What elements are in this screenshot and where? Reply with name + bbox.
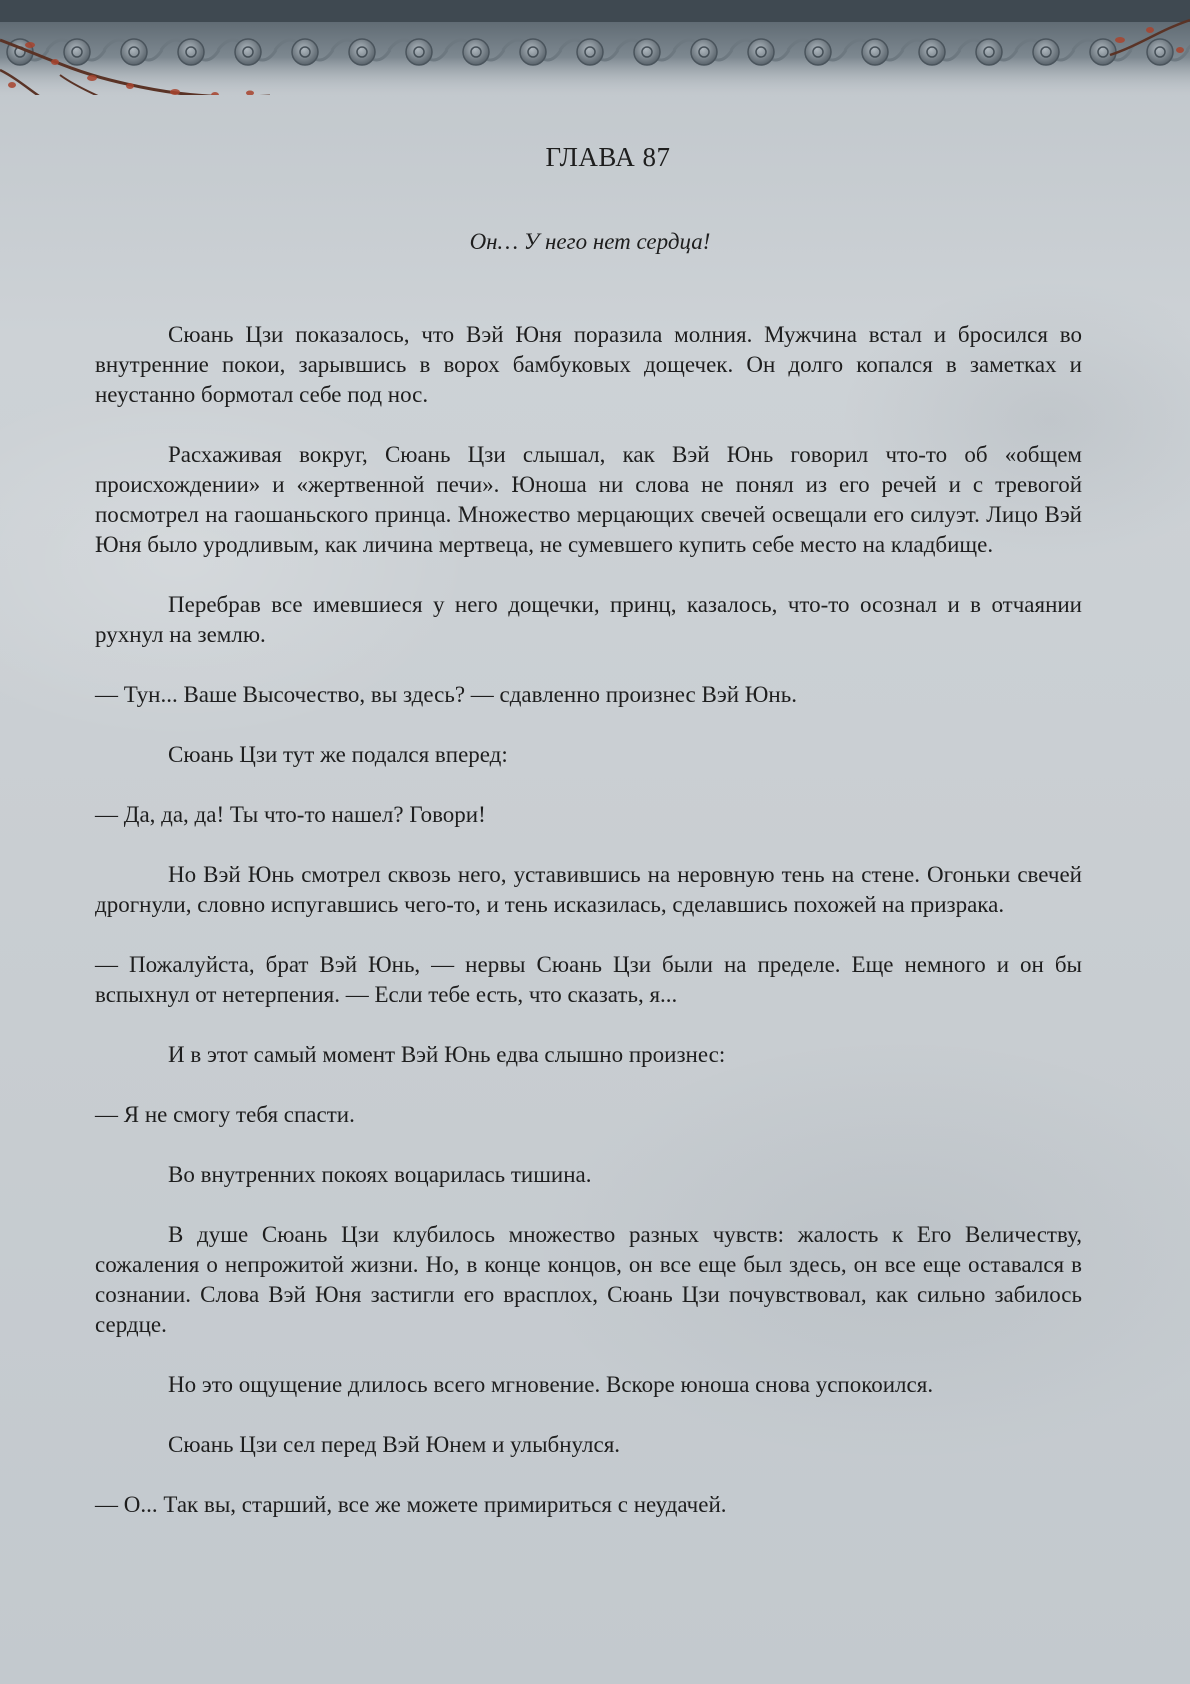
roof-tile-disc (634, 39, 660, 65)
paragraph: Во внутренних покоях воцарилась тишина. (168, 1162, 592, 1187)
roof-tile-disc (292, 39, 318, 65)
dialogue-line: — Да, да, да! Ты что-то нашел? Говори! (95, 802, 486, 827)
roof-tiles-decoration (0, 0, 1190, 95)
dialogue-line: — Тун... Ваше Высочество, вы здесь? — сдавленно произнес Вэй Юнь. (95, 682, 797, 707)
roof-tile-disc (1147, 39, 1173, 65)
roof-tile-disc (577, 39, 603, 65)
chapter-subtitle: Он… У него нет сердца! (469, 229, 711, 254)
roof-tile-disc (748, 39, 774, 65)
roof-tile-disc (463, 39, 489, 65)
roof-tile-disc (1033, 39, 1059, 65)
roof-tile-disc (862, 39, 888, 65)
roof-tile-disc (235, 39, 261, 65)
paragraph: И в этот самый момент Вэй Юнь едва слышно произнес: (168, 1042, 726, 1067)
roof-tile-disc (406, 39, 432, 65)
paragraph: Но Вэй Юнь смотрел сквозь него, уставившись на неровную тень на стене. Огоньки свечей дрогнули, словно испугавшись чего-то, и тень исказилась, сделавшись похожей на призрака. (95, 862, 1082, 917)
paragraph: Сюань Цзи сел перед Вэй Юнем и улыбнулся. (168, 1432, 621, 1457)
roof-tile-disc (121, 39, 147, 65)
roof-tile-disc (178, 39, 204, 65)
paragraph: Сюань Цзи тут же подался вперед: (168, 742, 508, 767)
paragraph: Сюань Цзи показалось, что Вэй Юня поразила молния. Мужчина встал и бросился во внутренние покои, зарывшись в ворох бамбуковых дощечек. Он долго копался в заметках и неустанно бормотал себе под нос. (95, 322, 1082, 407)
paragraph: В душе Сюань Цзи клубилось множество разных чувств: жалость к Его Величеству, сожаления о непрожитой жизни. Но, в конце концов, он все еще был здесь, он все еще оставался в сознании. Слова Вэй Юня застигли его врасплох, Сюань Цзи почувствовал, как сильно забилось сердце. (95, 1222, 1082, 1337)
roof-tile-disc (520, 39, 546, 65)
roof-tile-disc (64, 39, 90, 65)
roof-tile-disc (919, 39, 945, 65)
paragraph: Расхаживая вокруг, Сюань Цзи слышал, как Вэй Юнь говорил что-то об «общем происхождении» и «жертвенной печи». Юноша ни слова не понял из его речей и с тревогой посмотрел на гаошаньского принца. Множество мерцающих свечей освещали его силуэт. Лицо Вэй Юня было уродливым, как личина мертвеца, не сумевшего купить себе место на кладбище. (95, 442, 1082, 557)
roof-tile-disc (976, 39, 1002, 65)
paragraph: Но это ощущение длилось всего мгновение. Вскоре юноша снова успокоился. (168, 1372, 934, 1397)
roof-tile-disc (691, 39, 717, 65)
dialogue-line: — Я не смогу тебя спасти. (95, 1102, 355, 1127)
chapter-title: ГЛАВА 87 (545, 142, 671, 172)
roof-tile-disc (1090, 39, 1116, 65)
dialogue-line: — О... Так вы, старший, все же можете примириться с неудачей. (95, 1492, 727, 1517)
dialogue-line: — Пожалуйста, брат Вэй Юнь, — нервы Сюань Цзи были на пределе. Еще немного и он бы вспыхнул от нетерпения. — Если тебе есть, что сказать, я... (95, 952, 1082, 1007)
chapter-body (95, 320, 1082, 1550)
paragraph: Перебрав все имевшиеся у него дощечки, принц, казалось, что-то осознал и в отчаянии рухнул на землю. (95, 592, 1082, 647)
roof-tile-disc (805, 39, 831, 65)
roof-tile-disc (349, 39, 375, 65)
